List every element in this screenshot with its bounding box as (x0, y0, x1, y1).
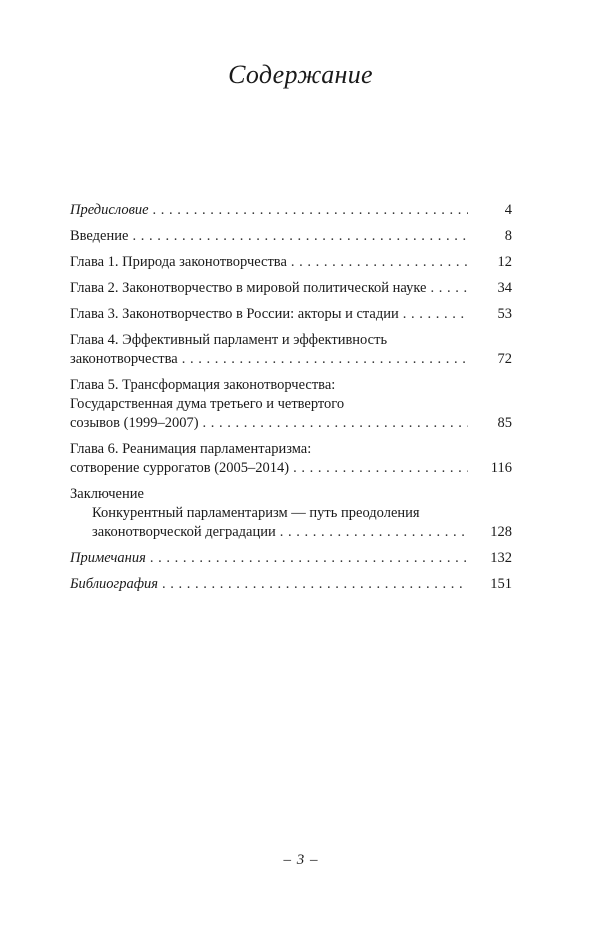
toc-page-number: 4 (504, 202, 512, 218)
toc-entry-title: законотворческой деградации (92, 524, 276, 540)
toc-entry-title: Глава 3. Законотворчество в России: акторы и стадии (70, 306, 399, 322)
toc-entry-title: Глава 1. Природа законотворчества (70, 254, 287, 270)
dot-leader (399, 305, 468, 324)
dot-leader (426, 279, 468, 298)
toc-entry-title: сотворение суррогатов (2005–2014) (70, 460, 290, 476)
table-of-contents (70, 201, 512, 601)
toc-page-number: 34 (497, 280, 512, 296)
toc-entry[interactable] (70, 575, 512, 594)
toc-entry-title: созывов (1999–2007) (70, 415, 199, 431)
toc-page-number: 132 (490, 550, 512, 566)
toc-entry-title-line: Государственная дума третьего и четвертого (70, 396, 345, 412)
toc-page-number: 8 (504, 228, 512, 244)
toc-page-number: 116 (490, 460, 512, 476)
toc-entry[interactable] (70, 440, 512, 478)
toc-entry[interactable] (70, 549, 512, 568)
toc-entry-title-line: Глава 5. Трансформация законотворчества: (70, 377, 336, 393)
dot-leader (287, 253, 468, 272)
toc-page-number: 12 (497, 254, 512, 270)
toc-entry[interactable] (70, 253, 512, 272)
toc-page-number: 151 (490, 576, 512, 592)
toc-entry-title: Введение (70, 228, 129, 244)
dot-leader (149, 201, 468, 220)
dot-leader (128, 227, 468, 246)
toc-entry[interactable] (70, 485, 512, 542)
dot-leader (178, 350, 468, 369)
toc-entry[interactable] (70, 279, 512, 298)
page-number: – 3 – (283, 852, 318, 868)
toc-entry-title-line: Глава 6. Реанимация парламентаризма: (70, 441, 312, 457)
toc-entry-title: Библиография (70, 576, 158, 592)
toc-entry[interactable] (70, 376, 512, 433)
dot-leader (276, 523, 468, 542)
toc-entry-title: Примечания (70, 550, 146, 566)
dot-leader (146, 549, 468, 568)
toc-entry[interactable] (70, 201, 512, 220)
toc-page-number: 72 (497, 351, 512, 367)
toc-entry-title-line: Глава 4. Эффективный парламент и эффективность (70, 332, 388, 348)
toc-entry[interactable] (70, 305, 512, 324)
toc-entry-title-line: Конкурентный парламентаризм — путь преодоления (92, 505, 420, 521)
dot-leader (199, 414, 468, 433)
toc-page-number: 128 (490, 524, 512, 540)
toc-page-number: 53 (497, 306, 512, 322)
toc-entry[interactable] (70, 227, 512, 246)
toc-entry[interactable] (70, 331, 512, 369)
toc-entry-title: Глава 2. Законотворчество в мировой политической науке (70, 280, 427, 296)
dot-leader (289, 459, 468, 478)
toc-entry-title-line: Заключение (70, 486, 144, 502)
page-title: Содержание (228, 60, 373, 89)
toc-entry-title: Предисловие (70, 202, 149, 218)
toc-entry-title: законотворчества (70, 351, 178, 367)
dot-leader (158, 575, 468, 594)
toc-page-number: 85 (497, 415, 512, 431)
